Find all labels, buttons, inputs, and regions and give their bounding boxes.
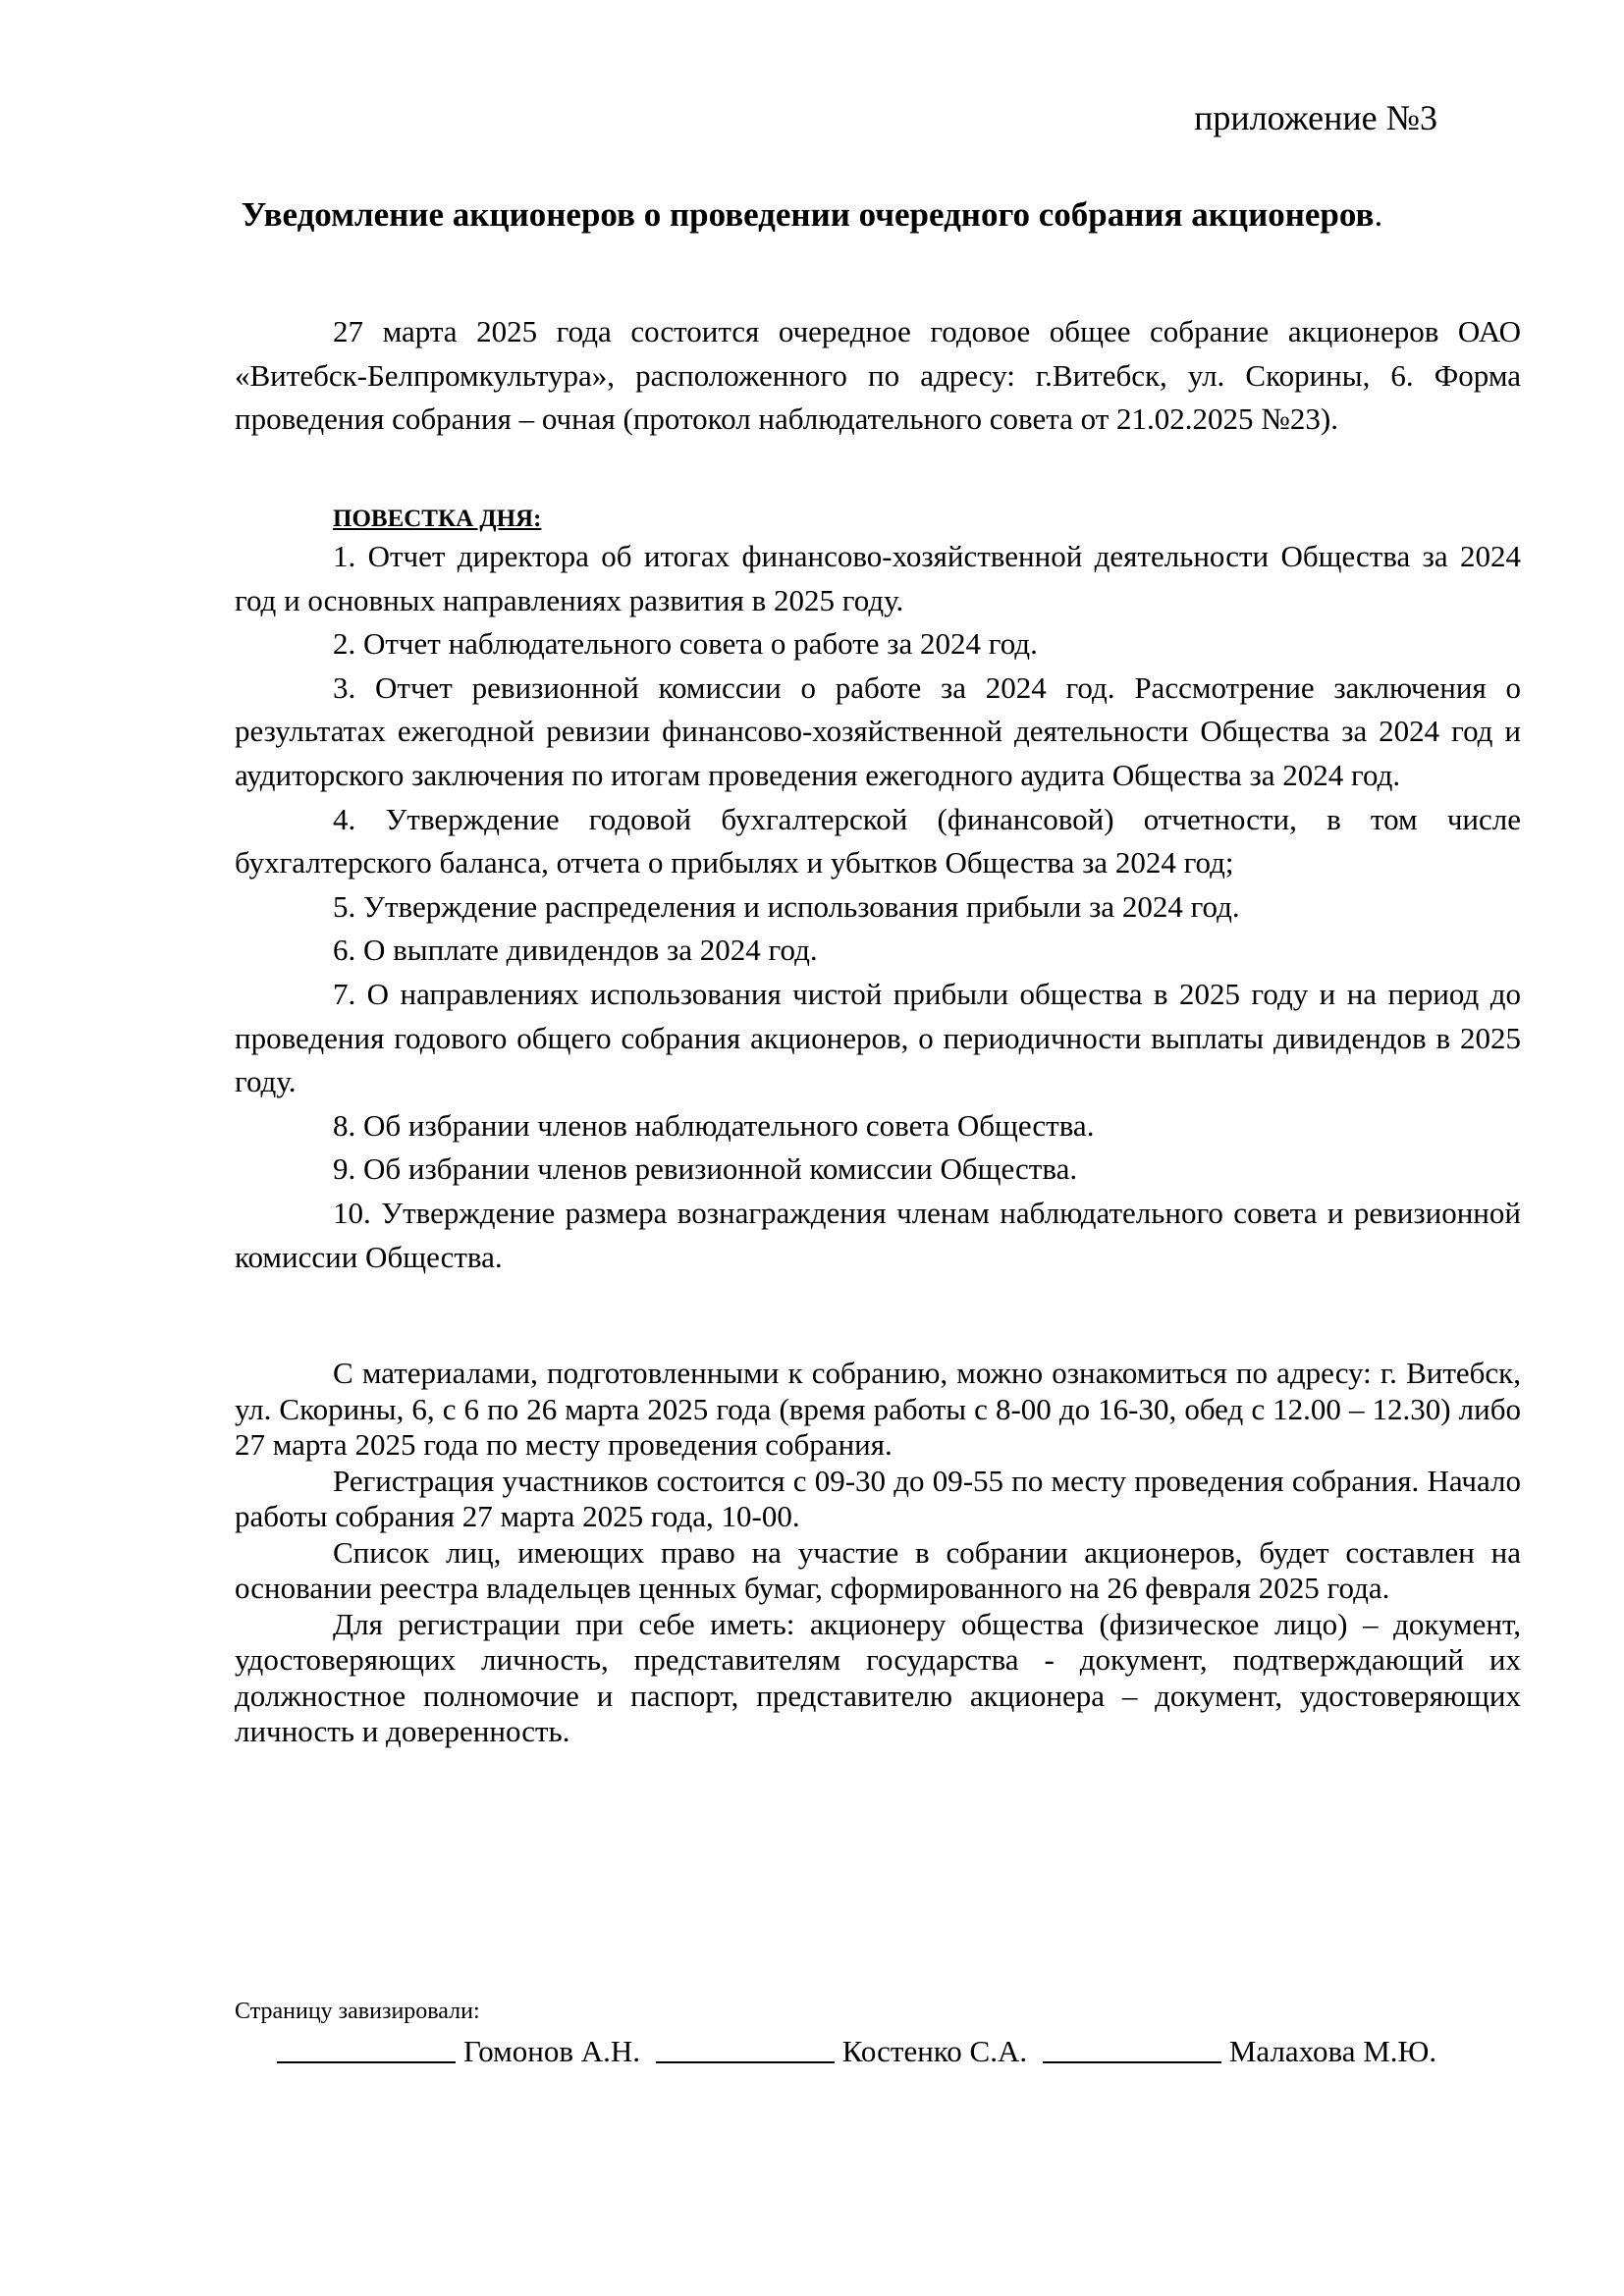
intro-block [235, 310, 1521, 442]
agenda-list [235, 535, 1521, 1279]
documents-paragraph: Для регистрации при себе иметь: акционеру общества (физическое лицо) – документ, удостоверяющих личность, представителям государства - документ, подтверждающий их должностное полномочие и паспорт, представителю акционера – документ, удостоверяющих личность и доверенность. [235, 1606, 1521, 1748]
signature-blank [1043, 2032, 1221, 2063]
document-title [236, 192, 1388, 237]
agenda-item: 2. Отчет наблюдательного совета о работе за 2024 год. [333, 626, 1038, 662]
agenda-item: 1. Отчет директора об итогах финансово-хозяйственной деятельности Общества за 2024 год и основных направлениях развития в 2025 году. [235, 539, 1521, 617]
agenda-item: 4. Утверждение годовой бухгалтерской (финансовой) отчетности, в том числе бухгалтерского баланса, отчета о прибылях и убытков Общества за 2024 год; [235, 801, 1521, 881]
intro-paragraph: 27 марта 2025 года состоится очередное годовое общее собрание акционеров ОАО «Витебск-Белпромкультура», расположенного по адресу: г.Витебск, ул. Скорины, 6. Форма проведения собрания – очная (протокол наблюдательного совета от 21.02.2025 №23). [235, 314, 1521, 437]
title-text: Уведомление акционеров о проведении очередного собрания акционеров [241, 195, 1375, 234]
materials-paragraph: С материалами, подготовленными к собранию, можно ознакомиться по адресу: г. Витебск, ул. Скорины, 6, с 6 по 26 марта 2025 года (время работы с 8-00 до 16-30, обед с 12.00 – 12.30) либо 27 марта 2025 года по месту проведения собрания. [235, 1356, 1521, 1462]
title-end: . [1374, 195, 1383, 234]
agenda-item: 9. Об избрании членов ревизионной комиссии Общества. [333, 1151, 1078, 1187]
closing-block [235, 1356, 1521, 1750]
signatory-name: Малахова М.Ю. [1228, 2034, 1437, 2068]
shareholder-list-paragraph: Список лиц, имеющих право на участие в собрании акционеров, будет составлен на основании реестра владельцев ценных бумаг, сформированного на 26 февраля 2025 года. [235, 1534, 1521, 1605]
signature-line [277, 2032, 1444, 2071]
signatures-intro: Страницу завизировали: [235, 1999, 480, 2024]
signature-blank [656, 2032, 835, 2063]
agenda-item: 5. Утверждение распределения и использования прибыли за 2024 год. [333, 888, 1240, 924]
appendix-label: приложение №3 [1194, 98, 1437, 137]
agenda-item: 10. Утверждение размера вознаграждения членам наблюдательного совета и ревизионной комиссии Общества. [235, 1195, 1521, 1274]
agenda-item: 3. Отчет ревизионной комиссии о работе за 2024 год. Рассмотрение заключения о результатах ежегодной ревизии финансово-хозяйственной деятельности Общества за 2024 год и аудиторского заключения по итогам проведения ежегодного аудита Общества за 2024 год. [235, 669, 1521, 792]
signatory-name: Гомонов А.Н. [463, 2034, 640, 2068]
agenda-heading: ПОВЕСТКА ДНЯ: [333, 506, 542, 532]
registration-paragraph: Регистрация участников состоится с 09-30 до 09-55 по месту проведения собрания. Начало работы собрания 27 марта 2025 года, 10-00. [235, 1463, 1521, 1533]
signature-blank [277, 2032, 456, 2063]
agenda-item: 7. О направлениях использования чистой прибыли общества в 2025 году и на период до проведения годового общего собрания акционеров, о периодичности выплаты дивидендов в 2025 году. [235, 976, 1521, 1099]
agenda-item: 6. О выплате дивидендов за 2024 год. [333, 933, 818, 968]
signatory-name: Костенко С.А. [841, 2034, 1028, 2068]
agenda-item: 8. Об избрании членов наблюдательного совета Общества. [333, 1107, 1095, 1143]
